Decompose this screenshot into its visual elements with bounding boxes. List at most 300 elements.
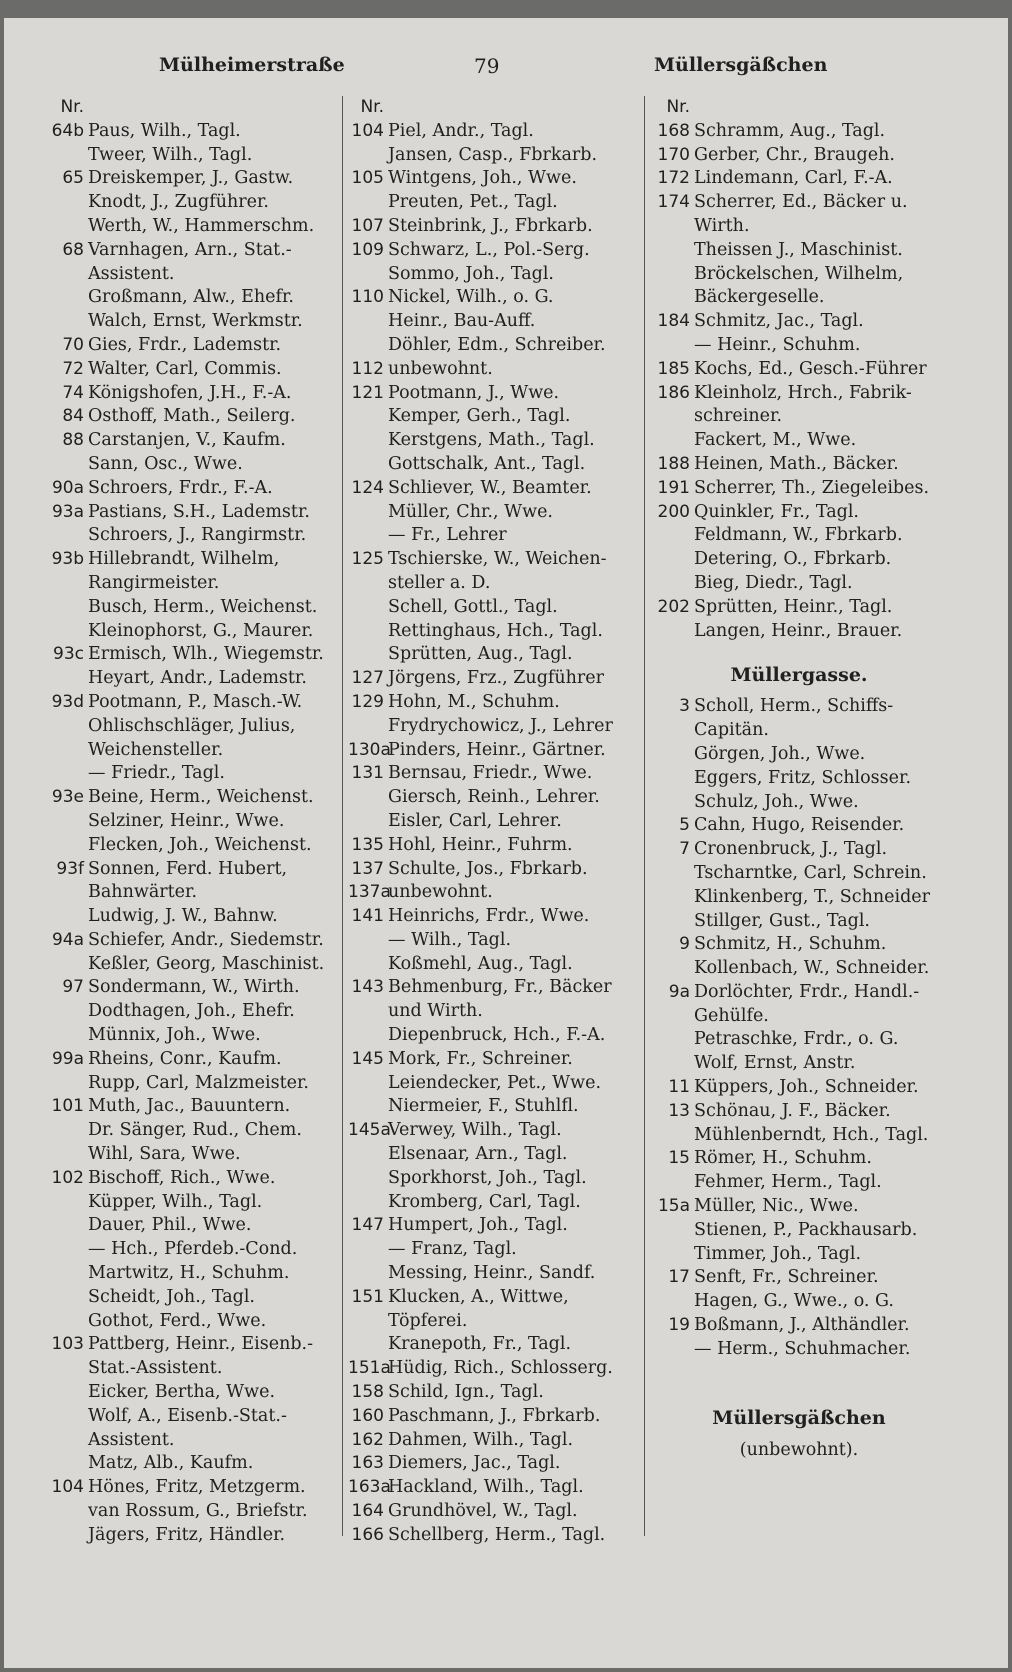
directory-entry — [654, 263, 944, 287]
resident-text: Heinen, Math., Bäcker. — [694, 453, 899, 474]
house-number: 93e — [51, 787, 84, 808]
house-number: 163a — [348, 1477, 391, 1498]
resident-text: Keßler, Georg, Maschinist. — [88, 953, 325, 974]
directory-entry — [348, 524, 636, 548]
resident-text: Walter, Carl, Commis. — [88, 358, 282, 379]
house-number: 72 — [62, 358, 84, 379]
directory-entry — [654, 981, 944, 1005]
directory-entry — [48, 1262, 338, 1286]
muellergasse-entries — [654, 695, 944, 1361]
resident-text: Bernsau, Friedr., Wwe. — [388, 763, 593, 784]
house-number: 200 — [657, 501, 690, 522]
resident-text: Bäckergeselle. — [694, 287, 825, 308]
resident-text: Assistent. — [88, 1429, 175, 1450]
directory-page — [4, 18, 1008, 1668]
directory-entry — [348, 1024, 636, 1048]
house-number: 186 — [657, 382, 690, 403]
house-number: 127 — [351, 668, 384, 689]
directory-entry — [48, 358, 338, 382]
house-number: 135 — [351, 834, 384, 855]
resident-text: Rupp, Carl, Malzmeister. — [88, 1072, 309, 1093]
resident-text: Werth, W., Hammerschm. — [88, 215, 315, 236]
directory-entry — [348, 1095, 636, 1119]
resident-text: Humpert, Joh., Tagl. — [388, 1215, 568, 1236]
directory-entry — [654, 1005, 944, 1029]
house-number: 162 — [351, 1429, 384, 1450]
header-street-left: Mülheimerstraße — [159, 54, 345, 76]
resident-text: Sondermann, W., Wirth. — [88, 977, 300, 998]
directory-entry — [48, 548, 338, 572]
directory-entry — [348, 477, 636, 501]
directory-entry — [654, 719, 944, 743]
directory-entry — [654, 767, 944, 791]
resident-text: Jansen, Casp., Fbrkarb. — [388, 144, 598, 165]
resident-text: Messing, Heinr., Sandf. — [388, 1263, 596, 1284]
directory-entry — [48, 1452, 338, 1476]
resident-text: Sporkhorst, Joh., Tagl. — [388, 1167, 587, 1188]
directory-entry — [654, 1195, 944, 1219]
directory-entry — [654, 1219, 944, 1243]
column-2 — [348, 96, 636, 1548]
directory-entry — [48, 310, 338, 334]
resident-text: Hackland, Wilh., Tagl. — [388, 1477, 584, 1498]
resident-text: Jägers, Fritz, Händler. — [88, 1524, 286, 1545]
house-number: 191 — [657, 477, 690, 498]
directory-entry — [348, 976, 636, 1000]
resident-text: Pootmann, J., Wwe. — [388, 382, 560, 403]
directory-entry — [348, 548, 636, 572]
resident-text: Hüdig, Rich., Schlosserg. — [388, 1358, 613, 1379]
house-number: 7 — [679, 839, 690, 860]
directory-entry — [654, 358, 944, 382]
resident-text: Knodt, J., Zugführer. — [88, 192, 269, 213]
resident-text: Preuten, Pet., Tagl. — [388, 192, 558, 213]
resident-text: Quinkler, Fr., Tagl. — [694, 501, 859, 522]
house-number: 93c — [53, 644, 84, 665]
resident-text: Pinders, Heinr., Gärtner. — [388, 739, 606, 760]
directory-entry — [348, 120, 636, 144]
house-number: 70 — [62, 334, 84, 355]
resident-text: Küpper, Wilh., Tagl. — [88, 1191, 263, 1212]
directory-entry — [348, 1357, 636, 1381]
directory-entry — [654, 477, 944, 501]
directory-entry — [348, 691, 636, 715]
directory-entry — [48, 976, 338, 1000]
directory-entry — [348, 167, 636, 191]
resident-text: Dauer, Phil., Wwe. — [88, 1215, 252, 1236]
house-number: 202 — [657, 596, 690, 617]
resident-text: Schwarz, L., Pol.-Serg. — [388, 239, 590, 260]
resident-text: unbewohnt. — [388, 358, 493, 379]
directory-entry — [48, 334, 338, 358]
directory-entry — [348, 1524, 636, 1548]
directory-entry — [348, 96, 636, 120]
directory-entry — [48, 572, 338, 596]
directory-entry — [48, 1048, 338, 1072]
resident-text: Görgen, Joh., Wwe. — [694, 743, 866, 764]
resident-text: Scholl, Herm., Schiffs- — [694, 696, 894, 717]
resident-text: Behmenburg, Fr., Bäcker — [388, 977, 612, 998]
house-number: 174 — [657, 192, 690, 213]
directory-entry — [654, 1124, 944, 1148]
house-number: 93a — [51, 501, 84, 522]
house-number: 166 — [351, 1524, 384, 1545]
directory-entry — [348, 1333, 636, 1357]
header-street-right: Müllersgäßchen — [654, 54, 828, 76]
directory-entry — [48, 477, 338, 501]
house-number: 125 — [351, 549, 384, 570]
resident-text: Mühlenberndt, Hch., Tagl. — [694, 1124, 929, 1145]
resident-text: Kleinophorst, G., Maurer. — [88, 620, 314, 641]
resident-text: Schulz, Joh., Wwe. — [694, 791, 859, 812]
resident-text: Dahmen, Wilh., Tagl. — [388, 1429, 574, 1450]
resident-text: Schiefer, Andr., Siedemstr. — [88, 929, 324, 950]
resident-text: Schroers, Frdr., F.-A. — [88, 477, 273, 498]
resident-text: Mork, Fr., Schreiner. — [388, 1048, 573, 1069]
directory-entry — [48, 429, 338, 453]
directory-entry — [654, 429, 944, 453]
directory-entry — [48, 1000, 338, 1024]
directory-entry — [654, 167, 944, 191]
resident-text: Heinr., Bau-Auff. — [388, 311, 536, 332]
house-number: 112 — [351, 358, 384, 379]
directory-entry — [348, 667, 636, 691]
house-number: 105 — [351, 168, 384, 189]
resident-text: Osthoff, Math., Seilerg. — [88, 406, 296, 427]
resident-text: Döhler, Edm., Schreiber. — [388, 334, 606, 355]
resident-text: Stat.-Assistent. — [88, 1358, 223, 1379]
directory-entry — [48, 596, 338, 620]
resident-text: Rheins, Conr., Kaufm. — [88, 1048, 282, 1069]
resident-text: Verwey, Wilh., Tagl. — [388, 1120, 562, 1141]
resident-text: Grundhövel, W., Tagl. — [388, 1501, 578, 1522]
resident-text: Kollenbach, W., Schneider. — [694, 958, 930, 979]
directory-entry — [654, 1243, 944, 1267]
house-number: 19 — [668, 1315, 690, 1336]
directory-entry — [48, 1333, 338, 1357]
house-number: 172 — [657, 168, 690, 189]
directory-entry — [48, 929, 338, 953]
resident-text: Stillger, Gust., Tagl. — [694, 910, 870, 931]
house-number: 74 — [62, 382, 84, 403]
resident-text: Scheidt, Joh., Tagl. — [88, 1286, 255, 1307]
house-number: 9 — [679, 934, 690, 955]
resident-text: Tscharntke, Carl, Schrein. — [694, 862, 927, 883]
resident-text: Giersch, Reinh., Lehrer. — [388, 787, 600, 808]
directory-entry — [654, 1171, 944, 1195]
directory-entry — [348, 929, 636, 953]
resident-text: Theissen J., Maschinist. — [694, 239, 903, 260]
house-number: Nr. — [666, 97, 690, 117]
resident-text: Großmann, Alw., Ehefr. — [88, 287, 294, 308]
resident-text: Feldmann, W., Fbrkarb. — [694, 525, 903, 546]
resident-text: Hohn, M., Schuhm. — [388, 691, 560, 712]
house-number: Nr. — [60, 97, 84, 117]
section-title-muellergasse: Müllergasse. — [730, 664, 868, 687]
directory-entry — [348, 1310, 636, 1334]
resident-text: Varnhagen, Arn., Stat.- — [88, 239, 292, 260]
directory-entry — [48, 1095, 338, 1119]
house-number: 68 — [62, 239, 84, 260]
house-number: 163 — [351, 1453, 384, 1474]
resident-text: Scherrer, Th., Ziegeleibes. — [694, 477, 930, 498]
directory-entry — [348, 1429, 636, 1453]
directory-entry — [48, 1238, 338, 1262]
directory-entry — [348, 1143, 636, 1167]
resident-text: Eicker, Bertha, Wwe. — [88, 1382, 276, 1403]
house-number: 101 — [51, 1096, 84, 1117]
resident-text: Küppers, Joh., Schneider. — [694, 1077, 919, 1098]
column-3-entries — [654, 96, 944, 643]
house-number: 84 — [62, 406, 84, 427]
page-header — [4, 36, 1008, 76]
resident-text: Klucken, A., Wittwe, — [388, 1286, 569, 1307]
resident-text: Schönau, J. F., Bäcker. — [694, 1100, 891, 1121]
resident-text: Gies, Frdr., Lademstr. — [88, 334, 282, 355]
directory-entry — [654, 144, 944, 168]
resident-text: Ludwig, J. W., Bahnw. — [88, 906, 278, 927]
house-number: 17 — [668, 1267, 690, 1288]
directory-entry — [654, 743, 944, 767]
directory-entry — [48, 524, 338, 548]
resident-text: Wintgens, Joh., Wwe. — [388, 168, 577, 189]
resident-text: Scherrer, Ed., Bäcker u. — [694, 192, 908, 213]
resident-text: Wihl, Sara, Wwe. — [88, 1144, 241, 1165]
column-divider-2 — [644, 96, 645, 1536]
resident-text: Wirth. — [694, 215, 750, 236]
directory-entry — [48, 1191, 338, 1215]
resident-text: Schramm, Aug., Tagl. — [694, 120, 886, 141]
directory-entry — [654, 239, 944, 263]
house-number: 102 — [51, 1167, 84, 1188]
directory-entry — [348, 881, 636, 905]
resident-text: — Friedr., Tagl. — [88, 763, 225, 784]
directory-entry — [48, 1524, 338, 1548]
directory-entry — [654, 382, 944, 406]
directory-entry — [48, 1167, 338, 1191]
directory-entry — [48, 1119, 338, 1143]
directory-entry — [48, 1310, 338, 1334]
house-number: 130a — [348, 739, 391, 760]
directory-entry — [348, 1238, 636, 1262]
directory-entry — [48, 810, 338, 834]
house-number: 170 — [657, 144, 690, 165]
house-number: 93f — [56, 858, 84, 879]
house-number: 124 — [351, 477, 384, 498]
house-number: 104 — [351, 120, 384, 141]
directory-entry — [654, 910, 944, 934]
resident-text: Leiendecker, Pet., Wwe. — [388, 1072, 602, 1093]
directory-entry — [348, 1072, 636, 1096]
directory-entry — [48, 1381, 338, 1405]
directory-entry — [48, 834, 338, 858]
resident-text: unbewohnt. — [388, 882, 493, 903]
house-number: 104 — [51, 1477, 84, 1498]
directory-entry — [348, 1262, 636, 1286]
resident-text: Bischoff, Rich., Wwe. — [88, 1167, 276, 1188]
house-number: 131 — [351, 763, 384, 784]
resident-text: Elsenaar, Arn., Tagl. — [388, 1144, 568, 1165]
resident-text: Koßmehl, Aug., Tagl. — [388, 953, 573, 974]
house-number: 168 — [657, 120, 690, 141]
directory-entry — [348, 191, 636, 215]
directory-entry — [48, 667, 338, 691]
directory-entry — [48, 953, 338, 977]
directory-entry — [654, 1266, 944, 1290]
resident-text: Schild, Ign., Tagl. — [388, 1382, 544, 1403]
directory-entry — [48, 881, 338, 905]
resident-text: van Rossum, G., Briefstr. — [88, 1501, 308, 1522]
directory-entry — [654, 814, 944, 838]
resident-text: Eisler, Carl, Lehrer. — [388, 810, 562, 831]
directory-entry — [348, 1405, 636, 1429]
directory-entry — [654, 96, 944, 120]
resident-text: Senft, Fr., Schreiner. — [694, 1267, 879, 1288]
directory-entry — [48, 1357, 338, 1381]
directory-entry — [348, 786, 636, 810]
resident-text: Bieg, Diedr., Tagl. — [694, 572, 853, 593]
house-number: 158 — [351, 1382, 384, 1403]
house-number: 15a — [657, 1196, 690, 1217]
directory-entry — [654, 191, 944, 215]
directory-entry — [348, 215, 636, 239]
column-divider-1 — [342, 96, 343, 1536]
resident-text: Königshofen, J.H., F.-A. — [88, 382, 292, 403]
page-number: 79 — [474, 54, 500, 78]
directory-entry — [48, 239, 338, 263]
house-number: 90a — [51, 477, 84, 498]
directory-entry — [48, 215, 338, 239]
resident-text: Gottschalk, Ant., Tagl. — [388, 453, 586, 474]
resident-text: Tweer, Wilh., Tagl. — [88, 144, 253, 165]
house-number: 147 — [351, 1215, 384, 1236]
resident-text: Sprütten, Aug., Tagl. — [388, 644, 573, 665]
resident-text: Carstanjen, V., Kaufm. — [88, 430, 286, 451]
directory-entry — [654, 1028, 944, 1052]
resident-text: Kleinholz, Hrch., Fabrik- — [694, 382, 912, 403]
directory-entry — [348, 620, 636, 644]
resident-text: Hönes, Fritz, Metzgerm. — [88, 1477, 306, 1498]
directory-entry — [48, 1214, 338, 1238]
resident-text: Schell, Gottl., Tagl. — [388, 596, 558, 617]
resident-text: steller a. D. — [388, 572, 491, 593]
house-number: 151 — [351, 1286, 384, 1307]
resident-text: Töpferei. — [388, 1310, 468, 1331]
resident-text: Kochs, Ed., Gesch.-Führer — [694, 358, 927, 379]
resident-text: Römer, H., Schuhm. — [694, 1148, 872, 1169]
resident-text: Assistent. — [88, 263, 175, 284]
resident-text: — Heinr., Schuhm. — [694, 334, 861, 355]
resident-text: Flecken, Joh., Weichenst. — [88, 834, 312, 855]
directory-entry — [48, 144, 338, 168]
directory-entry — [48, 453, 338, 477]
house-number: 185 — [657, 358, 690, 379]
resident-text: Hohl, Heinr., Fuhrm. — [388, 834, 573, 855]
directory-entry — [348, 1048, 636, 1072]
resident-text: Fackert, M., Wwe. — [694, 430, 857, 451]
directory-entry — [48, 1476, 338, 1500]
directory-entry — [654, 548, 944, 572]
resident-text: Stienen, P., Packhausarb. — [694, 1219, 918, 1240]
house-number: 11 — [668, 1077, 690, 1098]
directory-entry — [348, 429, 636, 453]
directory-entry — [654, 1338, 944, 1362]
resident-text: Pootmann, P., Masch.-W. — [88, 691, 303, 712]
directory-entry — [654, 620, 944, 644]
resident-text: Rettinghaus, Hch., Tagl. — [388, 620, 603, 641]
resident-text: Steinbrink, J., Fbrkarb. — [388, 215, 593, 236]
directory-entry — [48, 1405, 338, 1429]
directory-entry — [348, 953, 636, 977]
resident-text: Schulte, Jos., Fbrkarb. — [388, 858, 588, 879]
resident-text: Kerstgens, Math., Tagl. — [388, 430, 595, 451]
house-number: 99a — [51, 1048, 84, 1069]
resident-text: Münnix, Joh., Wwe. — [88, 1025, 261, 1046]
resident-text: Diemers, Jac., Tagl. — [388, 1453, 561, 1474]
resident-text: Kranepoth, Fr., Tagl. — [388, 1334, 572, 1355]
resident-text: Schmitz, Jac., Tagl. — [694, 311, 864, 332]
directory-entry — [348, 572, 636, 596]
column-3 — [654, 96, 944, 1462]
directory-entry — [48, 739, 338, 763]
section-note: (unbewohnt). — [739, 1439, 859, 1460]
resident-text: Cahn, Hugo, Reisender. — [694, 815, 905, 836]
resident-text: Klinkenberg, T., Schneider — [694, 886, 931, 907]
directory-entry — [48, 643, 338, 667]
resident-text: — Herm., Schuhmacher. — [694, 1338, 911, 1359]
directory-entry — [654, 838, 944, 862]
directory-entry — [348, 1000, 636, 1024]
house-number: Nr. — [360, 97, 384, 117]
directory-entry — [654, 215, 944, 239]
house-number: 145a — [348, 1120, 391, 1141]
resident-text: Dorlöchter, Frdr., Handl.- — [694, 981, 920, 1002]
resident-text: Paus, Wilh., Tagl. — [88, 120, 241, 141]
house-number: 97 — [62, 977, 84, 998]
directory-entry — [654, 886, 944, 910]
directory-entry — [48, 382, 338, 406]
house-number: 88 — [62, 430, 84, 451]
directory-entry — [348, 905, 636, 929]
resident-text: Kemper, Gerh., Tagl. — [388, 406, 571, 427]
resident-text: und Wirth. — [388, 1001, 483, 1022]
directory-entry — [654, 310, 944, 334]
directory-entry — [48, 762, 338, 786]
house-number: 13 — [668, 1100, 690, 1121]
house-number: 145 — [351, 1048, 384, 1069]
directory-entry — [654, 1052, 944, 1076]
resident-text: Gehülfe. — [694, 1005, 769, 1026]
house-number: 93b — [51, 549, 84, 570]
directory-entry — [654, 572, 944, 596]
resident-text: Capitän. — [694, 720, 769, 741]
house-number: 93d — [51, 691, 84, 712]
house-number: 3 — [679, 696, 690, 717]
directory-entry — [48, 1143, 338, 1167]
directory-entry — [654, 286, 944, 310]
house-number: 164 — [351, 1501, 384, 1522]
resident-text: Gerber, Chr., Braugeh. — [694, 144, 895, 165]
house-number: 94a — [51, 929, 84, 950]
directory-entry — [48, 191, 338, 215]
resident-text: Busch, Herm., Weichenst. — [88, 596, 318, 617]
resident-text: Ermisch, Wlh., Wiegemstr. — [88, 644, 324, 665]
house-number: 121 — [351, 382, 384, 403]
directory-entry — [48, 1024, 338, 1048]
resident-text: Jörgens, Frz., Zugführer — [388, 668, 605, 689]
directory-entry — [348, 834, 636, 858]
directory-entry — [48, 167, 338, 191]
